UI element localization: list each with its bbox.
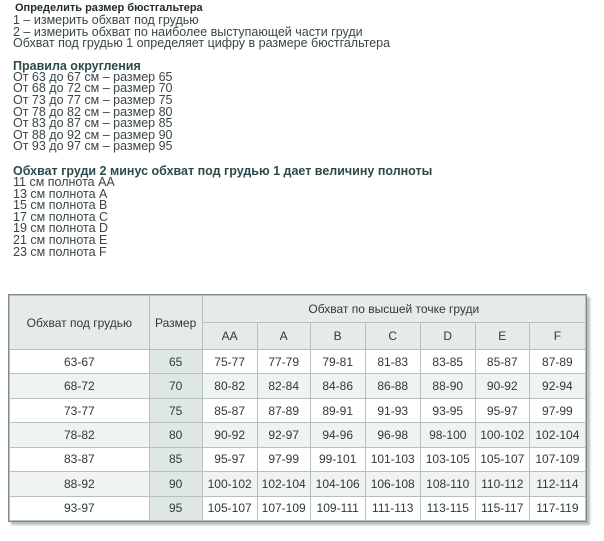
fullness-section <box>13 165 593 258</box>
intro-line: 2 – измерить обхват по наиболее выступающей части груди <box>13 24 363 39</box>
bust-cell: 85-87 <box>202 398 257 422</box>
bust-cell: 102-104 <box>257 472 310 496</box>
size-table-container <box>8 294 587 522</box>
bust-cell: 108-110 <box>420 472 475 496</box>
size-cell: 70 <box>149 374 202 398</box>
bust-cell: 95-97 <box>202 447 257 471</box>
bust-cell: 98-100 <box>420 423 475 447</box>
table-row <box>10 447 586 471</box>
rounding-section <box>13 60 593 153</box>
table-row <box>10 350 586 374</box>
bust-cell: 105-107 <box>202 496 257 520</box>
bust-cell: 95-97 <box>475 398 529 422</box>
bust-cell: 96-98 <box>365 423 420 447</box>
table-row <box>10 472 586 496</box>
page-title: Определить размер бюстгальтера <box>15 2 203 14</box>
bust-cell: 99-101 <box>310 447 365 471</box>
header-cup: A <box>257 323 310 350</box>
bust-cell: 88-90 <box>420 374 475 398</box>
fullness-line: 23 см полнота F <box>13 244 107 259</box>
rounding-line: От 68 до 72 см – размер 70 <box>13 81 173 96</box>
fullness-line: 21 см полнота Е <box>13 232 108 247</box>
bust-cell: 115-117 <box>475 496 529 520</box>
size-guide-text <box>13 0 593 258</box>
header-cup: E <box>475 323 529 350</box>
header-cup: C <box>365 323 420 350</box>
header-underbust: Обхват под грудью <box>10 296 150 350</box>
bust-cell: 107-109 <box>257 496 310 520</box>
bust-cell: 82-84 <box>257 374 310 398</box>
fullness-line: 13 см полнота А <box>13 186 108 201</box>
underbust-cell: 78-82 <box>10 423 150 447</box>
fullness-line: 17 см полнота С <box>13 209 109 224</box>
bust-cell: 87-89 <box>529 350 585 374</box>
rounding-line: От 83 до 87 см – размер 85 <box>13 116 173 131</box>
underbust-cell: 73-77 <box>10 398 150 422</box>
bust-cell: 100-102 <box>475 423 529 447</box>
bust-cell: 109-111 <box>310 496 365 520</box>
bust-cell: 87-89 <box>257 398 310 422</box>
bust-cell: 112-114 <box>529 472 585 496</box>
bust-cell: 97-99 <box>529 398 585 422</box>
intro-line: 1 – измерить обхват под грудью <box>13 13 199 27</box>
underbust-cell: 83-87 <box>10 447 150 471</box>
bust-cell: 89-91 <box>310 398 365 422</box>
bust-cell: 101-103 <box>365 447 420 471</box>
underbust-cell: 63-67 <box>10 350 150 374</box>
bust-cell: 111-113 <box>365 496 420 520</box>
fullness-heading: Обхват груди 2 минус обхват под грудью 1 дает величину полноты <box>13 163 433 178</box>
bust-cell: 80-82 <box>202 374 257 398</box>
underbust-cell: 68-72 <box>10 374 150 398</box>
bust-cell: 84-86 <box>310 374 365 398</box>
rounding-heading: Правила округления <box>13 58 141 73</box>
size-cell: 65 <box>149 350 202 374</box>
bust-cell: 77-79 <box>257 350 310 374</box>
bust-cell: 97-99 <box>257 447 310 471</box>
table-row <box>10 423 586 447</box>
bust-cell: 93-95 <box>420 398 475 422</box>
intro-line: Обхват под грудью 1 определяет цифру в размере бюстгальтера <box>13 36 391 51</box>
bust-cell: 91-93 <box>365 398 420 422</box>
bust-cell: 110-112 <box>475 472 529 496</box>
bust-cell: 107-109 <box>529 447 585 471</box>
table-row <box>10 496 586 520</box>
table-row <box>10 398 586 422</box>
header-bust: Обхват по высшей точке груди <box>202 296 585 323</box>
header-cup: AA <box>202 323 257 350</box>
fullness-line: 19 см полнота D <box>13 221 109 236</box>
bust-cell: 94-96 <box>310 423 365 447</box>
bust-cell: 86-88 <box>365 374 420 398</box>
size-cell: 85 <box>149 447 202 471</box>
size-cell: 95 <box>149 496 202 520</box>
size-cell: 90 <box>149 472 202 496</box>
bust-cell: 117-119 <box>529 496 585 520</box>
bust-cell: 113-115 <box>420 496 475 520</box>
rounding-line: От 93 до 97 см – размер 95 <box>13 139 173 154</box>
bust-cell: 102-104 <box>529 423 585 447</box>
underbust-cell: 93-97 <box>10 496 150 520</box>
size-cell: 80 <box>149 423 202 447</box>
rounding-line: От 88 до 92 см – размер 90 <box>13 127 173 142</box>
header-cup: D <box>420 323 475 350</box>
size-cell: 75 <box>149 398 202 422</box>
bust-cell: 90-92 <box>202 423 257 447</box>
rounding-line: От 78 до 82 см – размер 80 <box>13 104 173 119</box>
bust-cell: 92-97 <box>257 423 310 447</box>
bust-cell: 100-102 <box>202 472 257 496</box>
bust-cell: 85-87 <box>475 350 529 374</box>
bust-cell: 104-106 <box>310 472 365 496</box>
header-cup: F <box>529 323 585 350</box>
bust-cell: 90-92 <box>475 374 529 398</box>
header-size: Размер <box>149 296 202 350</box>
fullness-line: 15 см полнота В <box>13 198 108 213</box>
fullness-line: 11 см полнота АА <box>13 174 115 189</box>
bust-cell: 105-107 <box>475 447 529 471</box>
size-table <box>9 295 586 521</box>
bust-cell: 92-94 <box>529 374 585 398</box>
rounding-line: От 73 до 77 см – размер 75 <box>13 92 173 107</box>
intro-section <box>13 15 593 50</box>
table-row <box>10 374 586 398</box>
bust-cell: 75-77 <box>202 350 257 374</box>
bust-cell: 106-108 <box>365 472 420 496</box>
bust-cell: 103-105 <box>420 447 475 471</box>
bust-cell: 81-83 <box>365 350 420 374</box>
rounding-line: От 63 до 67 см – размер 65 <box>13 69 173 84</box>
header-cup: B <box>310 323 365 350</box>
bust-cell: 79-81 <box>310 350 365 374</box>
bust-cell: 83-85 <box>420 350 475 374</box>
underbust-cell: 88-92 <box>10 472 150 496</box>
